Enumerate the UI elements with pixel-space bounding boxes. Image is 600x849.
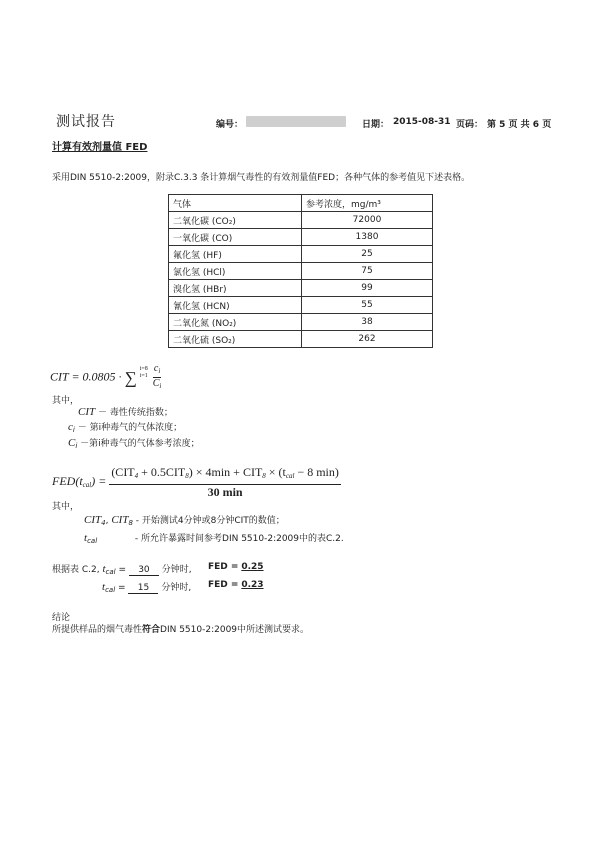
t-symbol: t (102, 581, 106, 593)
minutes-value: 15 (128, 583, 158, 594)
fed-num-part: − 8 min) (294, 465, 339, 479)
fed-denominator: 30 min (207, 485, 243, 499)
minutes-unit: 分钟时, (161, 565, 192, 575)
report-title: 测试报告 (56, 114, 116, 130)
conclusion-verdict: 符合 (142, 625, 161, 635)
gas-ref-value: 262 (302, 331, 433, 348)
fed-formula (52, 465, 341, 500)
fed-label: FED = (208, 580, 239, 590)
number-label: 编号： (216, 120, 244, 130)
gas-name: 一氧化碳 (CO) (169, 229, 302, 246)
eq-sign: = (118, 565, 127, 575)
def-desc: - 开始测试4分钟或8分钟CIT的数值； (135, 516, 285, 526)
fed-num-part: + 0.5CIT (138, 465, 186, 479)
gas-ref-value: 99 (302, 280, 433, 297)
gas-name: 二氧化碳 (CO₂) (169, 212, 302, 229)
t-symbol: t (102, 563, 106, 575)
fed-lhs-end: ) = (91, 474, 107, 489)
fed-num-part: (CIT (111, 465, 135, 479)
fed-result-1 (208, 562, 264, 572)
fed-num-part: ) × 4min + CIT (188, 465, 263, 479)
result-row-2 (102, 580, 191, 594)
fed-value: 0.25 (241, 562, 264, 572)
gas-name: 溴化氢 (HBr) (169, 280, 302, 297)
sum-upper-limit: i=8 (139, 366, 148, 373)
fed-num-sub: 8 (262, 472, 266, 480)
table-row (169, 280, 433, 297)
table-row (169, 314, 433, 331)
conclusion-text (52, 622, 309, 635)
def-symbol: C (68, 437, 76, 449)
table-header-gas: 气体 (169, 195, 302, 212)
gas-ref-value: 1380 (302, 229, 433, 246)
fed-fraction (109, 465, 341, 500)
gas-ref-value: 38 (302, 314, 433, 331)
fed-numerator (109, 465, 341, 485)
redacted-number (246, 116, 346, 127)
result-prefix: 根据表 C.2, (52, 565, 100, 575)
def-desc: －第i种毒气的气体参考浓度； (80, 439, 200, 449)
cit-formula-lhs: CIT = 0.0805 · (50, 369, 122, 384)
t-sub: cal (105, 568, 116, 576)
reference-table (168, 194, 433, 348)
def-desc: － 第i种毒气的气体浓度； (77, 423, 183, 433)
minutes-unit: 分钟时, (161, 583, 192, 593)
fed-lhs-text: FED(t (52, 474, 83, 489)
conclusion-before: 所提供样品的烟气毒性 (52, 625, 143, 635)
page-info: 第 5 页 共 6 页 (487, 120, 552, 130)
def-symbol: t (84, 532, 88, 544)
def-sub: i (72, 426, 75, 434)
def-desc: - 所允许暴露时间参考DIN 5510-2:2009中的表C.2. (134, 534, 344, 544)
table-header-concentration: 参考浓度，mg/m³ (302, 195, 433, 212)
fed-def-2 (84, 531, 344, 545)
result-row-1 (52, 562, 192, 576)
fed-value: 0.23 (241, 580, 264, 590)
fed-lhs-sub: cal (82, 481, 92, 490)
cit-fraction (153, 363, 162, 392)
cit-def-1 (78, 405, 173, 418)
table-row (169, 263, 433, 280)
gas-name: 二氧化氮 (NO₂) (169, 314, 302, 331)
section-title: 计算有效剂量值 FED (52, 142, 148, 153)
where-label-cit: 其中， (52, 396, 80, 406)
gas-ref-value: 75 (302, 263, 433, 280)
def-sub: cal (87, 537, 98, 545)
numerator-sub: i (158, 367, 161, 375)
fed-lhs (52, 474, 106, 488)
gas-name: 氯化氢 (HCl) (169, 263, 302, 280)
table-header-row (169, 195, 433, 212)
table-row (169, 297, 433, 314)
gas-ref-value: 55 (302, 297, 433, 314)
def-symbol: CIT (78, 406, 96, 418)
def-symbol-2: CIT (111, 514, 129, 526)
page-label: 页码： (456, 120, 484, 130)
denominator-symbol: C (152, 378, 160, 389)
gas-name: 二氧化硫 (SO₂) (169, 331, 302, 348)
def-desc: － 毒性传统指数； (98, 408, 173, 418)
conclusion-after: DIN 5510-2:2009中所述测试要求。 (160, 625, 310, 635)
date-value: 2015-08-31 (393, 117, 451, 127)
fed-label: FED = (208, 562, 239, 572)
sum-lower-limit: i=1 (139, 373, 148, 380)
eq-sign: = (118, 583, 126, 593)
summation-symbol: ∑ (124, 368, 137, 388)
def-symbol: CIT (84, 514, 102, 526)
cit-numerator (153, 363, 162, 378)
cit-def-3 (68, 436, 200, 450)
cit-def-2 (68, 420, 182, 434)
fed-num-part: × (t (265, 465, 286, 479)
conclusion-label: 结论 (52, 613, 71, 623)
fed-num-sub: 4 (134, 472, 139, 480)
denominator-sub: i (159, 382, 162, 390)
fed-def-1: $CIT_4$, $CIT_8$ - 开始测试4分钟或8分钟CIT的数值； (84, 514, 285, 527)
gas-ref-value: 72000 (302, 212, 433, 229)
t-sub: cal (105, 586, 116, 594)
summation-limits (140, 366, 148, 380)
def-sub-2: 8 (128, 519, 133, 527)
table-row (169, 212, 433, 229)
where-label-fed: 其中， (52, 502, 80, 512)
date-label: 日期： (362, 120, 390, 130)
numerator-symbol: c (153, 363, 159, 374)
gas-name: 氰化氢 (HCN) (169, 297, 302, 314)
fed-num-sub: cal (285, 472, 295, 480)
gas-name: 氟化氢 (HF) (169, 246, 302, 263)
gas-ref-value: 25 (302, 246, 433, 263)
def-sub: 4 (101, 519, 106, 527)
def-sub: i (75, 442, 78, 450)
cit-denominator (153, 378, 162, 392)
minutes-value: 30 (129, 565, 159, 576)
fed-num-sub: 8 (185, 472, 189, 480)
intro-text: 采用DIN 5510-2:2009，附录C.3.3 条计算烟气毒性的有效剂量值FED；各种气体的参考值见下述表格。 (52, 173, 471, 183)
fed-result-2 (208, 580, 264, 590)
cit-formula (50, 363, 161, 392)
table-row (169, 229, 433, 246)
table-row (169, 331, 433, 348)
def-symbol: c (68, 421, 73, 433)
table-row (169, 246, 433, 263)
